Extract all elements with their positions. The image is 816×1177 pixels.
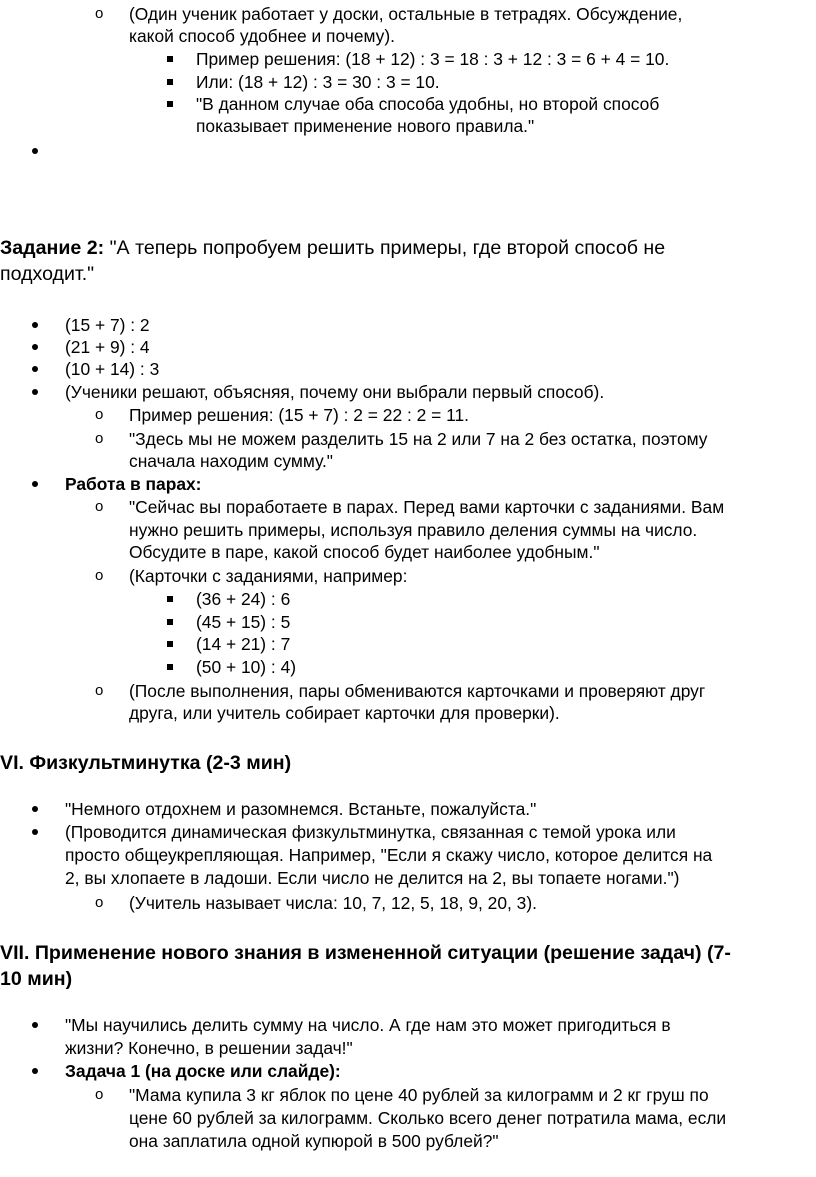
bullet-icon — [32, 481, 38, 487]
text-line: Пример решения: (18 + 12) : 3 = 18 : 3 + 12 : 3 = 6 + 4 = 10. — [196, 49, 670, 69]
text-line: просто общеукрепляющая. Например, "Если я скажу число, которое делится на — [65, 845, 713, 865]
text-line: "Сейчас вы поработаете в парах. Перед вами карточки с заданиями. Вам — [129, 497, 725, 517]
list-item: (15 + 7) : 2 — [65, 315, 150, 335]
card-item: (45 + 15) : 5 — [196, 612, 291, 632]
circle-bullet-icon: o — [95, 894, 104, 911]
text-line: "В данном случае оба способа удобны, но второй способ — [196, 94, 660, 114]
circle-bullet-icon: o — [95, 498, 104, 515]
square-bullet-icon — [167, 56, 173, 62]
text-line: (Проводится динамическая физкультминутка, связанная с темой урока или — [65, 822, 676, 842]
bullet-icon — [32, 322, 38, 328]
square-bullet-icon — [167, 641, 173, 647]
square-bullet-icon — [167, 596, 173, 602]
circle-bullet-icon: o — [95, 682, 104, 699]
text-line: (Учитель называет числа: 10, 7, 12, 5, 18, 9, 20, 3). — [129, 893, 537, 913]
bullet-icon — [32, 344, 38, 350]
text-line: показывает применение нового правила." — [196, 116, 535, 136]
task2-label: Задание 2: — [0, 237, 105, 259]
text-line: нужно решить примеры, используя правило деления суммы на число. — [129, 520, 698, 540]
text-line: (Карточки с заданиями, например: — [129, 566, 408, 586]
text-line: "Здесь мы не можем разделить 15 на 2 или 7 на 2 без остатка, поэтому — [129, 429, 708, 449]
list-item: (10 + 14) : 3 — [65, 359, 160, 379]
square-bullet-icon — [167, 79, 173, 85]
text-line: жизни? Конечно, в решении задач!" — [65, 1038, 353, 1058]
text-line: какой способ удобнее и почему). — [129, 26, 395, 46]
text-line: друга, или учитель собирает карточки для проверки). — [129, 703, 560, 723]
text-line: Пример решения: (15 + 7) : 2 = 22 : 2 = 11. — [129, 405, 469, 425]
task2-heading — [0, 235, 665, 261]
bullet-icon — [32, 1022, 38, 1028]
bullet-icon — [32, 806, 38, 812]
section7-heading-cont: 10 мин) — [0, 968, 73, 990]
bullet-icon — [32, 1068, 38, 1074]
circle-bullet-icon: o — [95, 430, 104, 447]
text-line: (После выполнения, пары обмениваются карточками и проверяют друг — [129, 681, 706, 701]
text-line: 2, вы хлопаете в ладоши. Если число не делится на 2, вы топаете ногами.") — [65, 868, 680, 888]
text-line: Или: (18 + 12) : 3 = 30 : 3 = 10. — [196, 72, 440, 92]
circle-bullet-icon: o — [95, 1086, 104, 1103]
list-item: (21 + 9) : 4 — [65, 337, 150, 357]
text-line: она заплатила одной купюрой в 500 рублей?" — [129, 1131, 499, 1151]
card-item: (50 + 10) : 4) — [196, 657, 297, 677]
text-line: (Один ученик работает у доски, остальные в тетрадях. Обсуждение, — [129, 4, 683, 24]
text-line: цене 60 рублей за килограмм. Сколько всего денег потратила мама, если — [129, 1108, 727, 1128]
text-line: сначала находим сумму." — [129, 451, 333, 471]
card-item: (14 + 21) : 7 — [196, 634, 291, 654]
bullet-icon — [32, 389, 38, 395]
list-item: (Ученики решают, объясняя, почему они выбрали первый способ). — [65, 382, 605, 402]
section7-heading: VII. Применение нового знания в измененной ситуации (решение задач) (7- — [0, 942, 731, 964]
square-bullet-icon — [167, 664, 173, 670]
pairs-title: Работа в парах: — [65, 474, 202, 494]
bullet-icon — [32, 366, 38, 372]
task2-text-cont: подходит." — [0, 263, 95, 285]
text-line: "Мы научились делить сумму на число. А где нам это может пригодиться в — [65, 1015, 671, 1035]
square-bullet-icon — [167, 619, 173, 625]
card-item: (36 + 24) : 6 — [196, 589, 291, 609]
text-line: Обсудите в паре, какой способ будет наиболее удобным." — [129, 542, 600, 562]
circle-bullet-icon: o — [95, 5, 104, 22]
circle-bullet-icon: o — [95, 406, 104, 423]
bullet-icon — [32, 148, 38, 154]
circle-bullet-icon: o — [95, 567, 104, 584]
bullet-icon — [32, 829, 38, 835]
list-item: "Немного отдохнем и разомнемся. Встаньте, пожалуйста." — [65, 799, 537, 819]
text-line: "Мама купила 3 кг яблок по цене 40 рублей за килограмм и 2 кг груш по — [129, 1085, 709, 1105]
section6-heading: VI. Физкультминутка (2-3 мин) — [0, 752, 292, 774]
square-bullet-icon — [167, 101, 173, 107]
task2-text: "А теперь попробуем решить примеры, где второй способ не — [104, 237, 666, 259]
task1-title: Задача 1 (на доске или слайде): — [65, 1061, 341, 1081]
